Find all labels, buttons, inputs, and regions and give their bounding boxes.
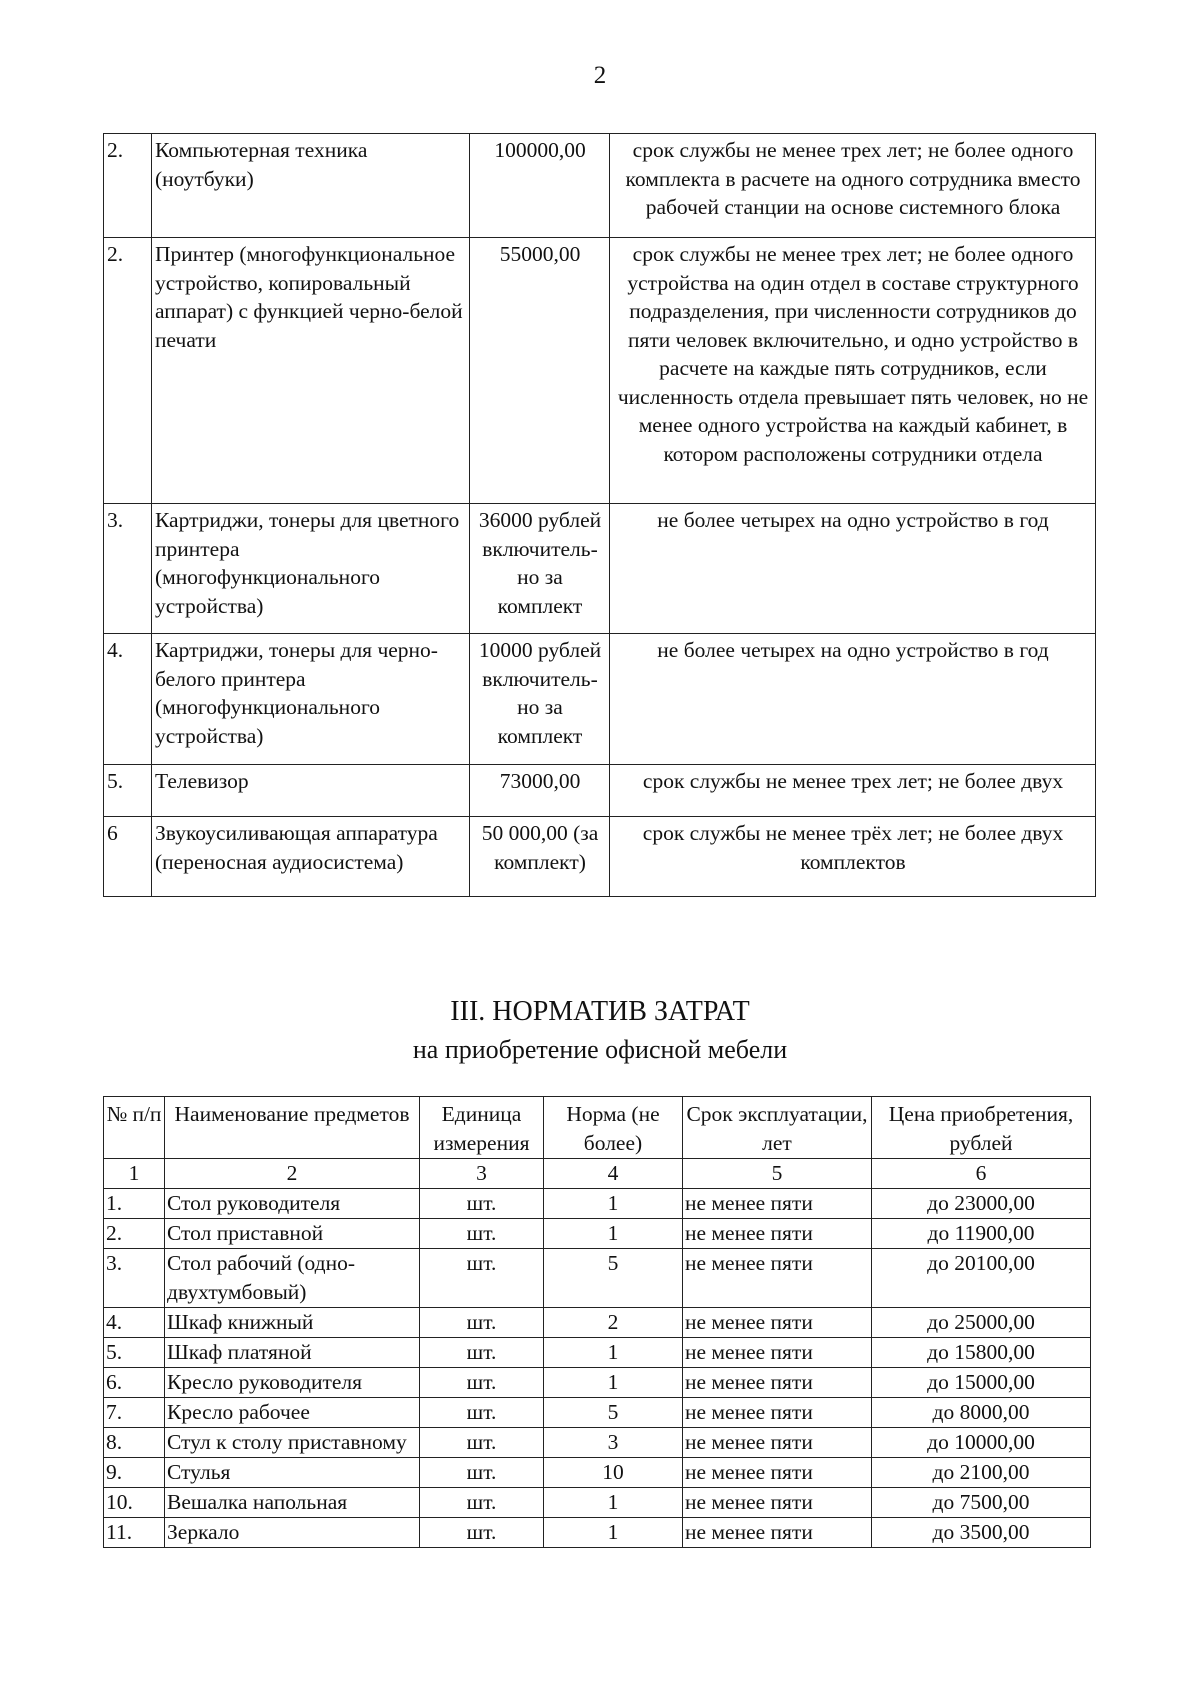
item-name: Кресло рабочее (165, 1398, 420, 1428)
table-row (104, 504, 1096, 634)
item-name: Стол приставной (165, 1219, 420, 1249)
row-number: 3. (104, 504, 152, 634)
header-unit: Единица измерения (420, 1097, 544, 1159)
column-index: 5 (683, 1159, 872, 1189)
item-price: до 15000,00 (872, 1368, 1091, 1398)
item-price: 100000,00 (470, 134, 610, 238)
row-number: 2. (104, 238, 152, 504)
item-price: до 2100,00 (872, 1458, 1091, 1488)
row-number: 3. (104, 1249, 165, 1308)
row-number: 2. (104, 134, 152, 238)
item-name: Шкаф книжный (165, 1308, 420, 1338)
table-row (104, 1488, 1091, 1518)
row-number: 11. (104, 1518, 165, 1548)
item-name: Картриджи, тонеры для черно-белого принтера (многофункционального устройства) (152, 634, 470, 765)
item-term: не менее пяти (683, 1338, 872, 1368)
table-row (104, 1458, 1091, 1488)
row-number: 1. (104, 1189, 165, 1219)
table-header-row (104, 1097, 1091, 1159)
item-name: Зеркало (165, 1518, 420, 1548)
item-term: не менее пяти (683, 1249, 872, 1308)
table-row (104, 634, 1096, 765)
item-name: Картриджи, тонеры для цветного принтера (многофункционального устройства) (152, 504, 470, 634)
item-term: не менее пяти (683, 1189, 872, 1219)
item-note: срок службы не менее трёх лет; не более двух комплектов (610, 817, 1096, 897)
furniture-cost-table (103, 1096, 1091, 1548)
item-unit: шт. (420, 1338, 544, 1368)
item-unit: шт. (420, 1219, 544, 1249)
row-number: 4. (104, 1308, 165, 1338)
row-number: 7. (104, 1398, 165, 1428)
item-unit: шт. (420, 1458, 544, 1488)
row-number: 9. (104, 1458, 165, 1488)
row-number: 6. (104, 1368, 165, 1398)
item-price: 73000,00 (470, 765, 610, 817)
item-price: до 10000,00 (872, 1428, 1091, 1458)
table-row (104, 817, 1096, 897)
row-number: 8. (104, 1428, 165, 1458)
equipment-cost-table (103, 133, 1096, 897)
item-name: Компьютерная техника (ноутбуки) (152, 134, 470, 238)
item-name: Вешалка напольная (165, 1488, 420, 1518)
page-number: 2 (593, 62, 607, 89)
row-number: 10. (104, 1488, 165, 1518)
item-price: до 3500,00 (872, 1518, 1091, 1548)
table-row (104, 1518, 1091, 1548)
item-name: Принтер (многофункциональное устройство, копировальный аппарат) с функцией черно-белой печати (152, 238, 470, 504)
item-norm: 1 (544, 1368, 683, 1398)
item-note: срок службы не менее трех лет; не более одного устройства на один отдел в составе структурного подразделения, при численности сотрудников до пяти человек включительно, и одно устройство в расчете на каждые пять сотрудников, если численность отдела превышает пять человек, но не менее одного устройства на каждый кабинет, в котором расположены сотрудники отдела (610, 238, 1096, 504)
table-row (104, 1338, 1091, 1368)
item-note: не более четырех на одно устройство в год (610, 504, 1096, 634)
column-index-row (104, 1159, 1091, 1189)
item-name: Стол руководителя (165, 1189, 420, 1219)
item-term: не менее пяти (683, 1428, 872, 1458)
item-term: не менее пяти (683, 1518, 872, 1548)
item-price: 36000 рублей включитель-но за комплект (470, 504, 610, 634)
section-subtitle: на приобретение офисной мебели (412, 1035, 788, 1064)
row-number: 2. (104, 1219, 165, 1249)
item-price: до 7500,00 (872, 1488, 1091, 1518)
item-term: не менее пяти (683, 1368, 872, 1398)
item-unit: шт. (420, 1189, 544, 1219)
item-norm: 1 (544, 1189, 683, 1219)
table-row (104, 1249, 1091, 1308)
item-note: не более четырех на одно устройство в год (610, 634, 1096, 765)
row-number: 5. (104, 1338, 165, 1368)
item-price: до 11900,00 (872, 1219, 1091, 1249)
column-index: 4 (544, 1159, 683, 1189)
item-price: 55000,00 (470, 238, 610, 504)
row-number: 6 (104, 817, 152, 897)
table-row (104, 1398, 1091, 1428)
item-price: до 8000,00 (872, 1398, 1091, 1428)
header-price: Цена приобретения, рублей (872, 1097, 1091, 1159)
item-unit: шт. (420, 1249, 544, 1308)
item-norm: 5 (544, 1398, 683, 1428)
item-price: до 25000,00 (872, 1308, 1091, 1338)
item-note: срок службы не менее трех лет; не более одного комплекта в расчете на одного сотрудника вместо рабочей станции на основе системного блока (610, 134, 1096, 238)
item-norm: 1 (544, 1338, 683, 1368)
item-unit: шт. (420, 1368, 544, 1398)
item-norm: 3 (544, 1428, 683, 1458)
header-name: Наименование предметов (165, 1097, 420, 1159)
table-row (104, 765, 1096, 817)
item-norm: 1 (544, 1488, 683, 1518)
header-number: № п/п (104, 1097, 165, 1159)
item-name: Стулья (165, 1458, 420, 1488)
item-name: Звукоусиливающая аппаратура (переносная аудиосистема) (152, 817, 470, 897)
item-term: не менее пяти (683, 1398, 872, 1428)
item-unit: шт. (420, 1308, 544, 1338)
item-name: Стул к столу приставному (165, 1428, 420, 1458)
column-index: 1 (104, 1159, 165, 1189)
table-row (104, 1189, 1091, 1219)
row-number: 4. (104, 634, 152, 765)
table-row (104, 1308, 1091, 1338)
item-norm: 1 (544, 1219, 683, 1249)
item-price: до 20100,00 (872, 1249, 1091, 1308)
item-price: 10000 рублей включитель-но за комплект (470, 634, 610, 765)
item-term: не менее пяти (683, 1308, 872, 1338)
section-title: III. НОРМАТИВ ЗАТРАТ (450, 996, 750, 1027)
item-name: Кресло руководителя (165, 1368, 420, 1398)
column-index: 6 (872, 1159, 1091, 1189)
item-unit: шт. (420, 1518, 544, 1548)
item-name: Шкаф платяной (165, 1338, 420, 1368)
item-price: до 23000,00 (872, 1189, 1091, 1219)
item-term: не менее пяти (683, 1488, 872, 1518)
item-norm: 10 (544, 1458, 683, 1488)
item-norm: 5 (544, 1249, 683, 1308)
item-term: не менее пяти (683, 1219, 872, 1249)
item-price: 50 000,00 (за комплект) (470, 817, 610, 897)
item-term: не менее пяти (683, 1458, 872, 1488)
table-row (104, 1368, 1091, 1398)
header-term: Срок эксплуатации, лет (683, 1097, 872, 1159)
header-norm: Норма (не более) (544, 1097, 683, 1159)
table-row (104, 134, 1096, 238)
column-index: 2 (165, 1159, 420, 1189)
item-price: до 15800,00 (872, 1338, 1091, 1368)
item-unit: шт. (420, 1398, 544, 1428)
item-unit: шт. (420, 1428, 544, 1458)
item-name: Телевизор (152, 765, 470, 817)
table-row (104, 238, 1096, 504)
item-norm: 1 (544, 1518, 683, 1548)
row-number: 5. (104, 765, 152, 817)
item-unit: шт. (420, 1488, 544, 1518)
table-row (104, 1428, 1091, 1458)
item-name: Стол рабочий (одно-двухтумбовый) (165, 1249, 420, 1308)
item-note: срок службы не менее трех лет; не более двух (610, 765, 1096, 817)
item-norm: 2 (544, 1308, 683, 1338)
table-row (104, 1219, 1091, 1249)
column-index: 3 (420, 1159, 544, 1189)
